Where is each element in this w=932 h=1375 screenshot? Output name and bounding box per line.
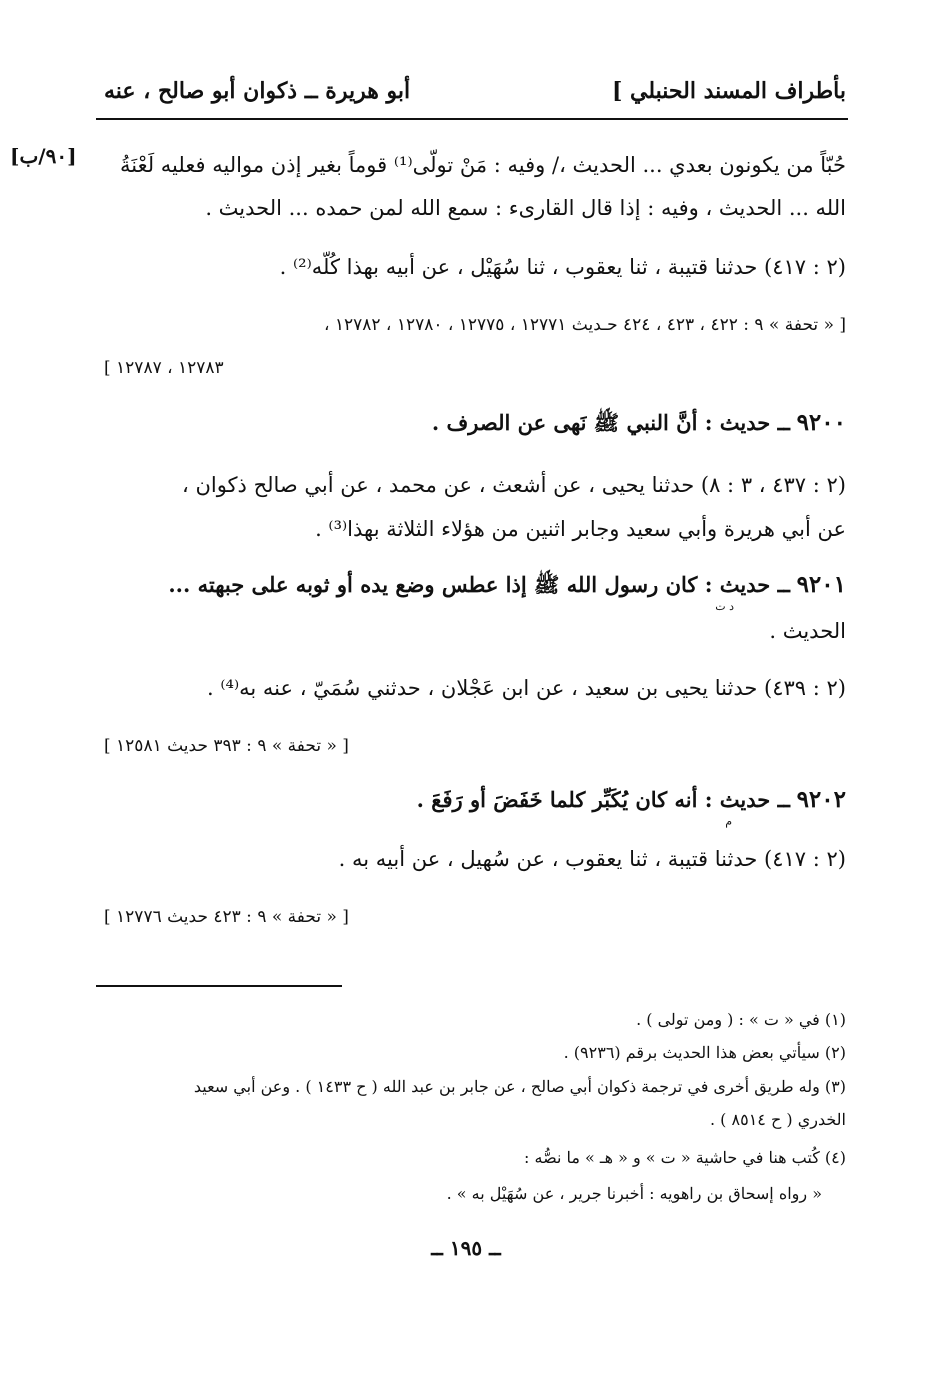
isnad-line-1: (٢ : ٤١٧) حدثنا قتيبة ، ثنا يعقوب ، ثنا سُهَيْل ، عن أبيه بهذا كُلّه⁽²⁾ . bbox=[279, 255, 846, 279]
running-header-chapter: أبو هريرة ــ ذكوان أبو صالح ، عنه bbox=[104, 78, 411, 104]
isnad-line-2-cont: عن أبي هريرة وأبي سعيد وجابر اثنين من هؤلاء الثلاثة بهذا⁽³⁾ . bbox=[315, 517, 846, 541]
hadith-text: ــ حديث : أنه كان يُكَبِّر كلما خَفَضَ أو رَفَعَ . bbox=[416, 787, 790, 812]
isnad-line-4: (٢ : ٤١٧) حدثنا قتيبة ، ثنا يعقوب ، عن سُهيل ، عن أبيه به . bbox=[338, 847, 846, 871]
tuhfa-reference-2: [ « تحفة » ٩ : ٣٩٣ حديث ١٢٥٨١ ] bbox=[104, 736, 349, 756]
hadith-text: ــ حديث : أنَّ النبي ﷺ نَهى عن الصرف . bbox=[431, 410, 790, 435]
footnote-4: (٤) كُتب هنا في حاشية « ت » و « هـ » ما نصُّه : bbox=[524, 1148, 846, 1167]
manuscript-folio-marker: [٩٠/ب] bbox=[10, 144, 77, 168]
footnote-2: (٢) سيأتي بعض هذا الحديث برقم (٩٢٣٦) . bbox=[563, 1043, 846, 1062]
hadith-text: ــ حديث : كان رسول الله ﷺ إذا عطس وضع يده أو ثوبه على جبهته ... bbox=[168, 572, 790, 597]
footnote-separator bbox=[96, 985, 342, 987]
collection-siglum: م bbox=[725, 815, 732, 828]
tuhfa-reference-1-cont: ١٢٧٨٣ ، ١٢٧٨٧ ] bbox=[104, 358, 224, 378]
hadith-9201 bbox=[168, 570, 846, 600]
isnad-line-3: (٢ : ٤٣٩) حدثنا يحيى بن سعيد ، عن ابن عَجْلان ، حدثني سُمَيّ ، عنه به⁽⁴⁾ . bbox=[207, 676, 846, 700]
hadith-9202 bbox=[417, 785, 846, 815]
footnote-3: (٣) وله طريق أخرى في ترجمة ذكوان أبي صالح ، عن جابر بن عبد الله ( ح ١٤٣٣ ) . وعن أبي سعيد bbox=[193, 1077, 846, 1096]
header-rule bbox=[96, 118, 848, 120]
tuhfa-reference-3: [ « تحفة » ٩ : ٤٢٣ حديث ١٢٧٧٦ ] bbox=[104, 907, 349, 927]
hadith-number: ٩٢٠٢ bbox=[796, 786, 846, 813]
page-number: ــ ١٩٥ ــ bbox=[431, 1236, 501, 1260]
text-line-1: حُبّاً من يكونون بعدي ... الحديث ،/ وفيه : مَنْ تولّى⁽¹⁾ قوماً بغير إذن مواليه فعليه لَعْنَةُ bbox=[120, 153, 846, 177]
running-header-title: بأطراف المسند الحنبلي ] bbox=[611, 78, 846, 104]
hadith-number: ٩٢٠١ bbox=[796, 571, 846, 598]
footnote-4-quote: « رواه إسحاق بن راهويه : أخبرنا جرير ، عن سُهَيْل به » . bbox=[446, 1184, 822, 1203]
tuhfa-reference-1: [ « تحفة » ٩ : ٤٢٢ ، ٤٢٣ ، ٤٢٤ حـديث ١٢٧٧١ ، ١٢٧٧٥ ، ١٢٧٨٠ ، ١٢٧٨٢ ، bbox=[323, 315, 846, 335]
hadith-number: ٩٢٠٠ bbox=[796, 409, 846, 436]
isnad-line-2: (٢ : ٤٣٧ ، ٣ : ٨) حدثنا يحيى ، عن أشعث ، عن محمد ، عن أبي صالح ذكوان ، bbox=[181, 473, 846, 497]
footnote-3-cont: الخدري ( ح ٨٥١٤ ) . bbox=[710, 1110, 846, 1129]
text-line-2: الله ... الحديث ، وفيه : إذا قال القارىء : سمع الله لمن حمده ... الحديث . bbox=[205, 196, 846, 220]
collection-siglum: د ت bbox=[715, 600, 734, 613]
footnote-1: (١) في « ت » : ( ومن تولى ) . bbox=[636, 1010, 846, 1029]
hadith-9200 bbox=[432, 408, 846, 438]
hadith-9201-cont: الحديث . bbox=[769, 619, 846, 643]
